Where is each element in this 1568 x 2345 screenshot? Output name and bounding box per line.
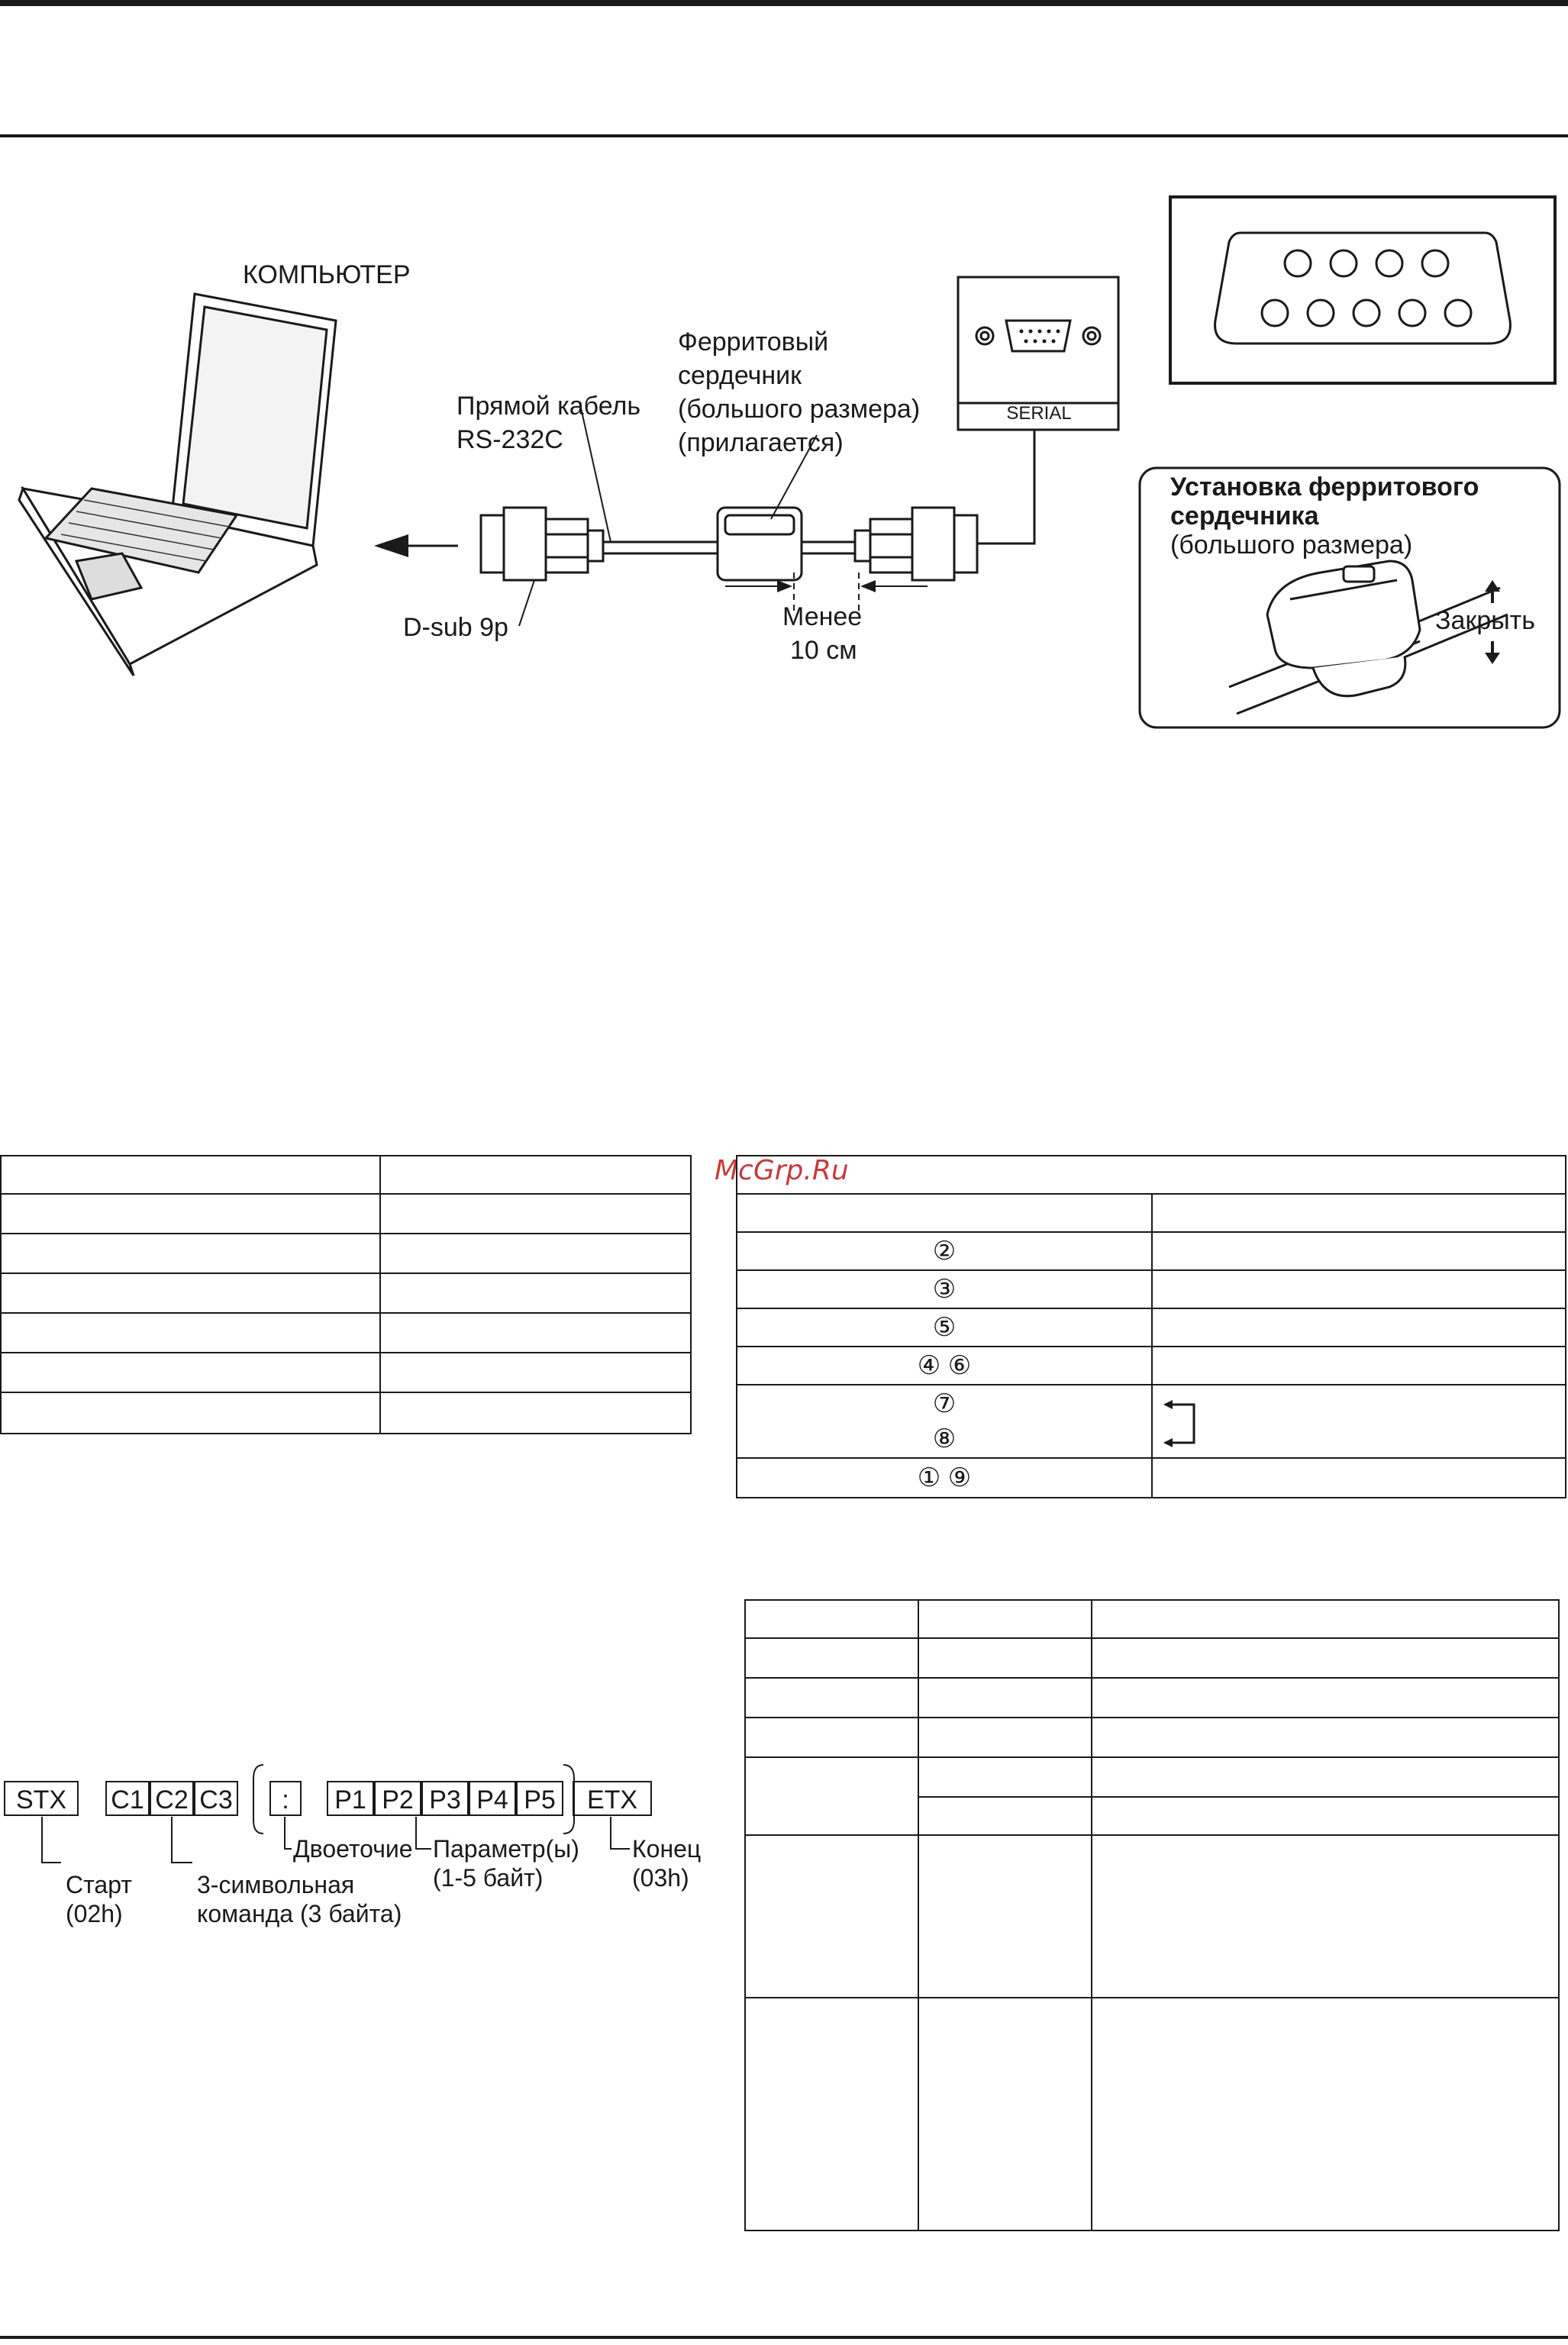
pin-cell-line2: ⑧: [932, 1424, 957, 1453]
table-cell: [1092, 1998, 1559, 2230]
table-cell: [745, 1718, 918, 1757]
table-cell: [745, 1835, 918, 1998]
table-cell: [1092, 1757, 1559, 1797]
p3-box: P3: [421, 1781, 469, 1816]
table-cell: [918, 1678, 1092, 1718]
param-label-line2: (1-5 байт): [433, 1864, 544, 1892]
port-label: SERIAL: [1006, 403, 1072, 424]
table-cell: [380, 1194, 691, 1234]
table-cell: [1, 1273, 380, 1313]
c1-box: C1: [105, 1781, 150, 1816]
command-table: [744, 1599, 1560, 2231]
table-cell: [745, 1638, 918, 1678]
table-cell: [918, 1718, 1092, 1757]
colon-label: Двоеточие: [293, 1835, 413, 1863]
pin-cell: ④ ⑥: [737, 1347, 1152, 1385]
table-cell: [745, 1998, 918, 2230]
table-cell: [918, 1600, 1092, 1638]
table-cell: [1092, 1835, 1559, 1998]
table-cell: [1092, 1638, 1559, 1678]
table-cell: [380, 1273, 691, 1313]
top-rule: [0, 0, 1568, 6]
table-cell: [380, 1313, 691, 1353]
end-label-line1: Конец: [632, 1835, 702, 1863]
p5-box: P5: [516, 1781, 563, 1816]
table-cell: [745, 1678, 918, 1718]
table-cell: [1, 1234, 380, 1273]
table-cell: [380, 1353, 691, 1392]
table-header-cell: [737, 1156, 1566, 1194]
ferrite-install-title-line2: сердечника: [1170, 502, 1319, 531]
dsub-connector-right: [855, 508, 977, 580]
table-cell: [1092, 1678, 1559, 1718]
dsub-connector-left: [481, 508, 603, 580]
ferrite-install-subtitle: (большого размера): [1170, 531, 1413, 560]
p2-box: P2: [374, 1781, 421, 1816]
pin-cell: ②: [737, 1232, 1152, 1270]
table-cell: [1152, 1347, 1566, 1385]
dsub-label: D-sub 9p: [403, 613, 508, 642]
table-cell: [918, 1835, 1092, 1998]
close-label: Закрыть: [1435, 606, 1535, 635]
table-cell: [380, 1156, 691, 1194]
table-cell: [1092, 1797, 1559, 1835]
table-cell: [918, 1998, 1092, 2230]
pin-layout-diagram: [1168, 195, 1557, 385]
table-cell: [1, 1392, 380, 1434]
computer-label: КОМПЬЮТЕР: [243, 260, 411, 289]
pin-cell: ③: [737, 1270, 1152, 1308]
comm-params-table: [0, 1155, 692, 1434]
p1-box: P1: [327, 1781, 374, 1816]
table-cell: [1, 1194, 380, 1234]
pin-cell-line1: ⑦: [932, 1389, 957, 1418]
connection-diagram: [0, 252, 1130, 695]
start-label-line2: (02h): [66, 1900, 123, 1927]
table-cell: [1, 1313, 380, 1353]
table-cell: [918, 1638, 1092, 1678]
table-cell: [1092, 1718, 1559, 1757]
table-cell: [380, 1234, 691, 1273]
table-cell: [745, 1757, 918, 1835]
pin-cell: ① ⑨: [737, 1458, 1152, 1498]
table-cell: [1, 1353, 380, 1392]
loopback-bracket-icon: [1163, 1391, 1209, 1452]
cable-label-line2: RS-232C: [457, 425, 563, 454]
p4-box: P4: [469, 1781, 516, 1816]
etx-box: ETX: [573, 1781, 652, 1816]
table-cell: [1152, 1308, 1566, 1347]
colon-box: :: [269, 1781, 302, 1816]
pin-cell: [737, 1385, 1152, 1458]
ferrite-core-icon: [718, 508, 802, 580]
arrow-head-icon: [374, 534, 408, 557]
table-cell: [1152, 1385, 1566, 1458]
table-cell: [1, 1156, 380, 1194]
header-rule: [0, 134, 1568, 137]
cmd-label-line2: команда (3 байта): [197, 1900, 402, 1927]
distance-line1: Менее: [782, 602, 863, 631]
param-label-line1: Параметр(ы): [433, 1835, 579, 1863]
ferrite-install-title-line1: Установка ферритового: [1170, 473, 1479, 502]
ferrite-label-line3: (большого размера): [678, 395, 921, 424]
distance-line2: 10 см: [790, 636, 857, 665]
ferrite-label-line1: Ферритовый: [678, 327, 829, 356]
cable-label-line1: Прямой кабель: [457, 392, 641, 421]
cmd-label-line1: 3-символьная: [197, 1871, 355, 1898]
table-cell: [1152, 1232, 1566, 1270]
table-cell: [1152, 1194, 1566, 1232]
pin-cell: ⑤: [737, 1308, 1152, 1347]
table-cell: [918, 1757, 1092, 1797]
watermark: McGrp.Ru: [715, 1155, 849, 1186]
c3-box: C3: [194, 1781, 238, 1816]
ferrite-label-line4: (прилагается): [678, 428, 844, 457]
start-label-line1: Старт: [66, 1871, 132, 1898]
table-cell: [1092, 1600, 1559, 1638]
ferrite-label-line2: сердечник: [678, 361, 802, 390]
table-cell: [737, 1194, 1152, 1232]
stx-box: STX: [4, 1781, 79, 1816]
end-label-line2: (03h): [632, 1864, 689, 1892]
laptop-illustration: [19, 294, 336, 676]
c2-box: C2: [150, 1781, 194, 1816]
pin-assignment-table: [736, 1155, 1566, 1498]
bottom-rule: [0, 2336, 1568, 2339]
table-cell: [918, 1797, 1092, 1835]
table-cell: [380, 1392, 691, 1434]
table-cell: [745, 1600, 918, 1638]
table-cell: [1152, 1270, 1566, 1308]
table-cell: [1152, 1458, 1566, 1498]
